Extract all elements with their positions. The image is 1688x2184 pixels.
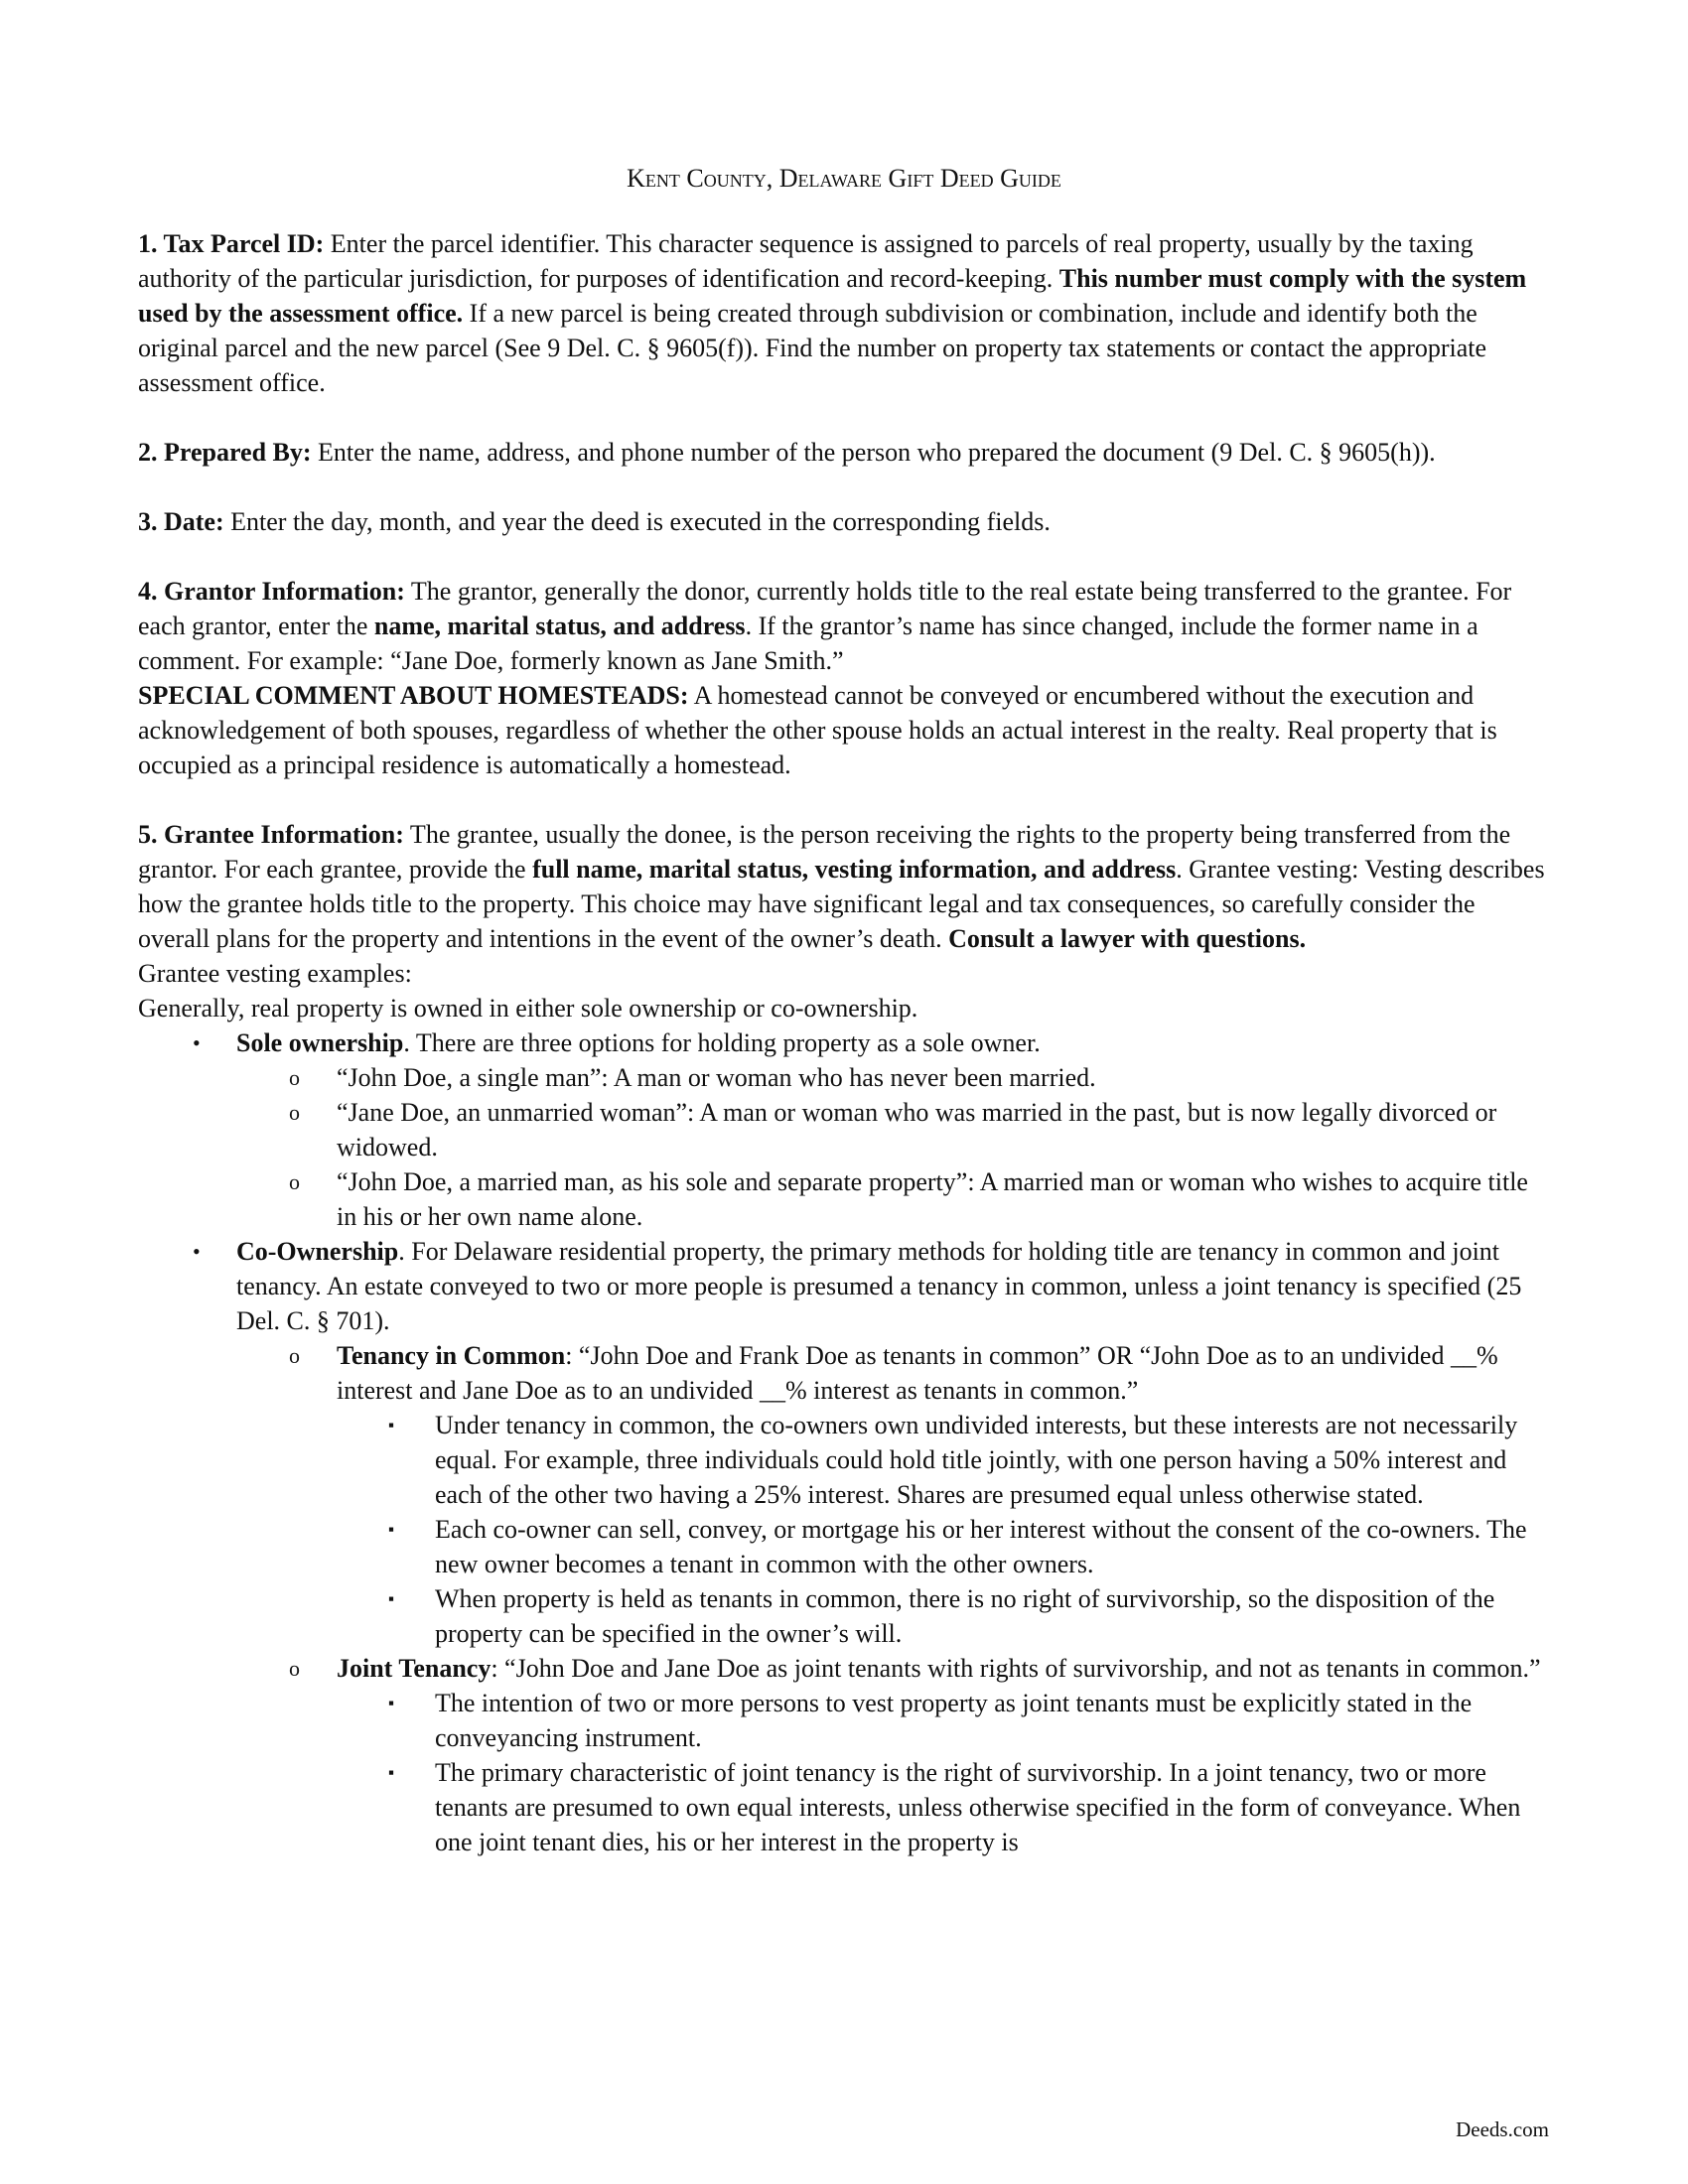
list-item-tenancy-in-common (138, 1338, 1546, 1408)
square-marker: ▪ (388, 1589, 395, 1608)
footer-brand: Deeds.com (1456, 2117, 1549, 2141)
list-item-text: When property is held as tenants in common, there is no right of survivorship, so the disposition of the property can be specified in the owner’s will. (435, 1584, 1495, 1648)
list-item-text: “John Doe, a married man, as his sole and separate property”: A married man or woman who wishes to acquire title in his or her own name alone. (337, 1167, 1528, 1231)
list-item-text: : “John Doe and Jane Doe as joint tenants with rights of survivorship, and not as tenants in common.” (491, 1654, 1541, 1683)
list-item-co-ownership (138, 1234, 1546, 1338)
circle-marker: o (289, 1065, 300, 1090)
section-label: 2. Prepared By: (138, 438, 312, 467)
section-grantee-information (138, 817, 1546, 956)
section-text: . If the grantor’s name has since changed, include the former name in a comment. For example: “Jane Doe, formerly known as Jane Smith.” (138, 612, 1478, 675)
bullet-marker: • (193, 1239, 201, 1264)
document-title: Kent County, Delaware Gift Deed Guide (627, 164, 1061, 193)
list-item-text: Each co-owner can sell, convey, or mortgage his or her interest without the consent of the co-owners. The new owner becomes a tenant in common with the other owners. (435, 1515, 1527, 1578)
list-item (138, 1408, 1546, 1512)
list-item (138, 1095, 1546, 1164)
circle-marker: o (289, 1100, 300, 1125)
square-marker: ▪ (388, 1694, 395, 1712)
list-item-text: . There are three options for holding property as a sole owner. (403, 1028, 1041, 1057)
list-item (138, 1581, 1546, 1651)
circle-marker: o (289, 1343, 300, 1368)
list-item-text: “John Doe, a single man”: A man or woman who has never been married. (337, 1063, 1096, 1092)
list-item (138, 1060, 1546, 1095)
list-item-text: : “John Doe and Frank Doe as tenants in common” OR “John Doe as to an undivided __% interest and Jane Doe as to an undivided __% interest as tenants in common.” (337, 1341, 1498, 1405)
section-label: 5. Grantee Information: (138, 820, 404, 849)
list-item (138, 1164, 1546, 1234)
section-emphasis: full name, marital status, vesting information, and address (532, 855, 1177, 884)
square-marker: ▪ (388, 1416, 395, 1434)
list-item (138, 1512, 1546, 1581)
list-item-label: Sole ownership (236, 1028, 404, 1057)
section-text: Enter the day, month, and year the deed is executed in the corresponding fields. (223, 507, 1051, 536)
vesting-intro: Generally, real property is owned in either sole ownership or co-ownership. (138, 994, 918, 1023)
homestead-text: A homestead cannot be conveyed or encumbered without the execution and acknowledgement of both spouses, regardless of whether the other spouse holds an actual interest in the realty. Real property that is occupied as a principal residence is automatically a homestead. (138, 681, 1497, 779)
list-item-text: “Jane Doe, an unmarried woman”: A man or woman who was married in the past, but is now legally divorced or widowed. (337, 1098, 1497, 1161)
section-tax-parcel-id (138, 226, 1546, 400)
section-text: Enter the parcel identifier. This character sequence is assigned to parcels of real property, usually by the taxing authority of the particular jurisdiction, for purposes of identification and record-keeping. (138, 229, 1474, 293)
section-emphasis: Consult a lawyer with questions. (948, 924, 1307, 953)
section-text: The grantor, generally the donor, currently holds title to the real estate being transferred to the grantee. For each grantor, enter the (138, 577, 1512, 640)
homestead-label: SPECIAL COMMENT ABOUT HOMESTEADS: (138, 681, 689, 710)
section-text: The grantee, usually the donee, is the person receiving the rights to the property being transferred from the grantor. For each grantee, provide the (138, 820, 1511, 884)
section-label: 3. Date: (138, 507, 224, 536)
section-grantor-information (138, 574, 1546, 678)
list-item-text: The primary characteristic of joint tenancy is the right of survivorship. In a joint tenancy, two or more tenants are presumed to own equal interests, unless otherwise specified in the form of conveyance. When one joint tenant dies, his or her interest in the property is (435, 1758, 1521, 1856)
list-item-text: . For Delaware residential property, the primary methods for holding title are tenancy in common and joint tenancy. An estate conveyed to two or more people is presumed a tenancy in common, unless a joint tenancy is specified (25 Del. C. § 701). (236, 1237, 1522, 1335)
square-marker: ▪ (388, 1763, 395, 1782)
section-date (138, 504, 1546, 539)
list-item-label: Co-Ownership (236, 1237, 399, 1266)
section-prepared-by (138, 435, 1546, 470)
bullet-marker: • (193, 1030, 201, 1055)
section-label: 4. Grantor Information: (138, 577, 405, 606)
section-emphasis: name, marital status, and address (373, 612, 746, 640)
section-text: If a new parcel is being created through subdivision or combination, include and identify both the original parcel and the new parcel (See 9 Del. C. § 9605(f)). Find the number on property tax statements or contact the appropriate assessment office. (138, 299, 1487, 397)
section-label: 1. Tax Parcel ID: (138, 229, 325, 258)
section-text: . Grantee vesting: Vesting describes how the grantee holds title to the property. This choice may have significant legal and tax consequences, so carefully consider the overall plans for the property and intentions in the event of the owner’s death. (138, 855, 1545, 953)
square-marker: ▪ (388, 1520, 395, 1539)
homestead-comment (138, 678, 1546, 782)
document-body (138, 226, 1546, 1859)
list-item-label: Tenancy in Common (337, 1341, 566, 1370)
circle-marker: o (289, 1656, 300, 1681)
list-item-text: Under tenancy in common, the co-owners own undivided interests, but these interests are not necessarily equal. For example, three individuals could hold title jointly, with one person having a 50% interest and each of the other two having a 25% interest. Shares are presumed equal unless otherwise stated. (435, 1411, 1518, 1509)
list-item-label: Joint Tenancy (337, 1654, 492, 1683)
circle-marker: o (289, 1169, 300, 1194)
vesting-examples-heading: Grantee vesting examples: (138, 959, 412, 988)
list-item-joint-tenancy (138, 1651, 1546, 1686)
list-item (138, 1686, 1546, 1755)
list-item (138, 1755, 1546, 1859)
section-emphasis: This number must comply with the system used by the assessment office. (138, 264, 1527, 328)
list-item-text: The intention of two or more persons to vest property as joint tenants must be explicitly stated in the conveyancing instrument. (435, 1689, 1473, 1752)
section-text: Enter the name, address, and phone number of the person who prepared the document (9 Del. C. § 9605(h)). (311, 438, 1436, 467)
list-item-sole-ownership (138, 1025, 1546, 1060)
